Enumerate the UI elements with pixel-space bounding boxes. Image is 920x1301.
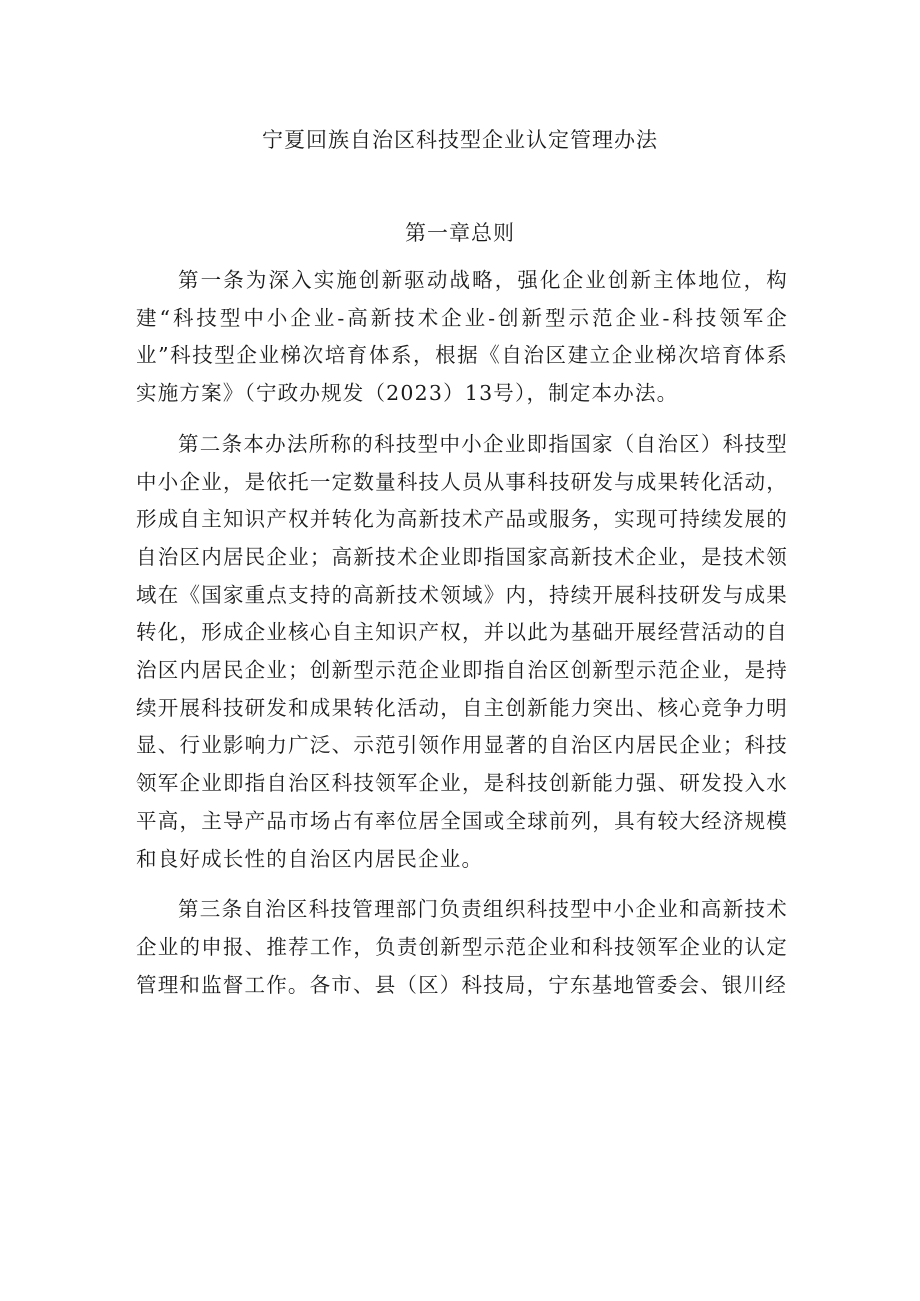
- article-1-paragraph: 第一条为深入实施创新驱动战略，强化企业创新主体地位，构建“科技型中小企业-高新技术企业-创新型示范企业-科技领军企业”科技型企业梯次培育体系，根据《自治区建立企业梯次培育体系实施方案》（宁政办规发（2023）13号），制定本办法。: [136, 268, 788, 406]
- article-3-paragraph: 第三条自治区科技管理部门负责组织科技型中小企业和高新技术企业的申报、推荐工作，负责创新型示范企业和科技领军企业的认定管理和监督工作。各市、县（区）科技局，宁东基地管委会、银川经: [136, 897, 788, 997]
- article-2-paragraph: 第二条本办法所称的科技型中小企业即指国家（自治区）科技型中小企业，是依托一定数量科技人员从事科技研发与成果转化活动，形成自主知识产权并转化为高新技术产品或服务，实现可持续发展的自治区内居民企业；高新技术企业即指国家高新技术企业，是技术领域在《国家重点支持的高新技术领域》内，持续开展科技研发与成果转化，形成企业核心自主知识产权，并以此为基础开展经营活动的自治区内居民企业；创新型示范企业即指自治区创新型示范企业，是持续开展科技研发和成果转化活动，自主创新能力突出、核心竞争力明显、行业影响力广泛、示范引领作用显著的自治区内居民企业；科技领军企业即指自治区科技领军企业，是科技创新能力强、研发投入水平高，主导产品市场占有率位居全国或全球前列，具有较大经济规模和良好成长性的自治区内居民企业。: [136, 431, 788, 871]
- document-title: 宁夏回族自治区科技型企业认定管理办法: [262, 128, 658, 152]
- chapter-title: 第一章总则: [405, 221, 515, 245]
- document-body: [136, 262, 788, 1017]
